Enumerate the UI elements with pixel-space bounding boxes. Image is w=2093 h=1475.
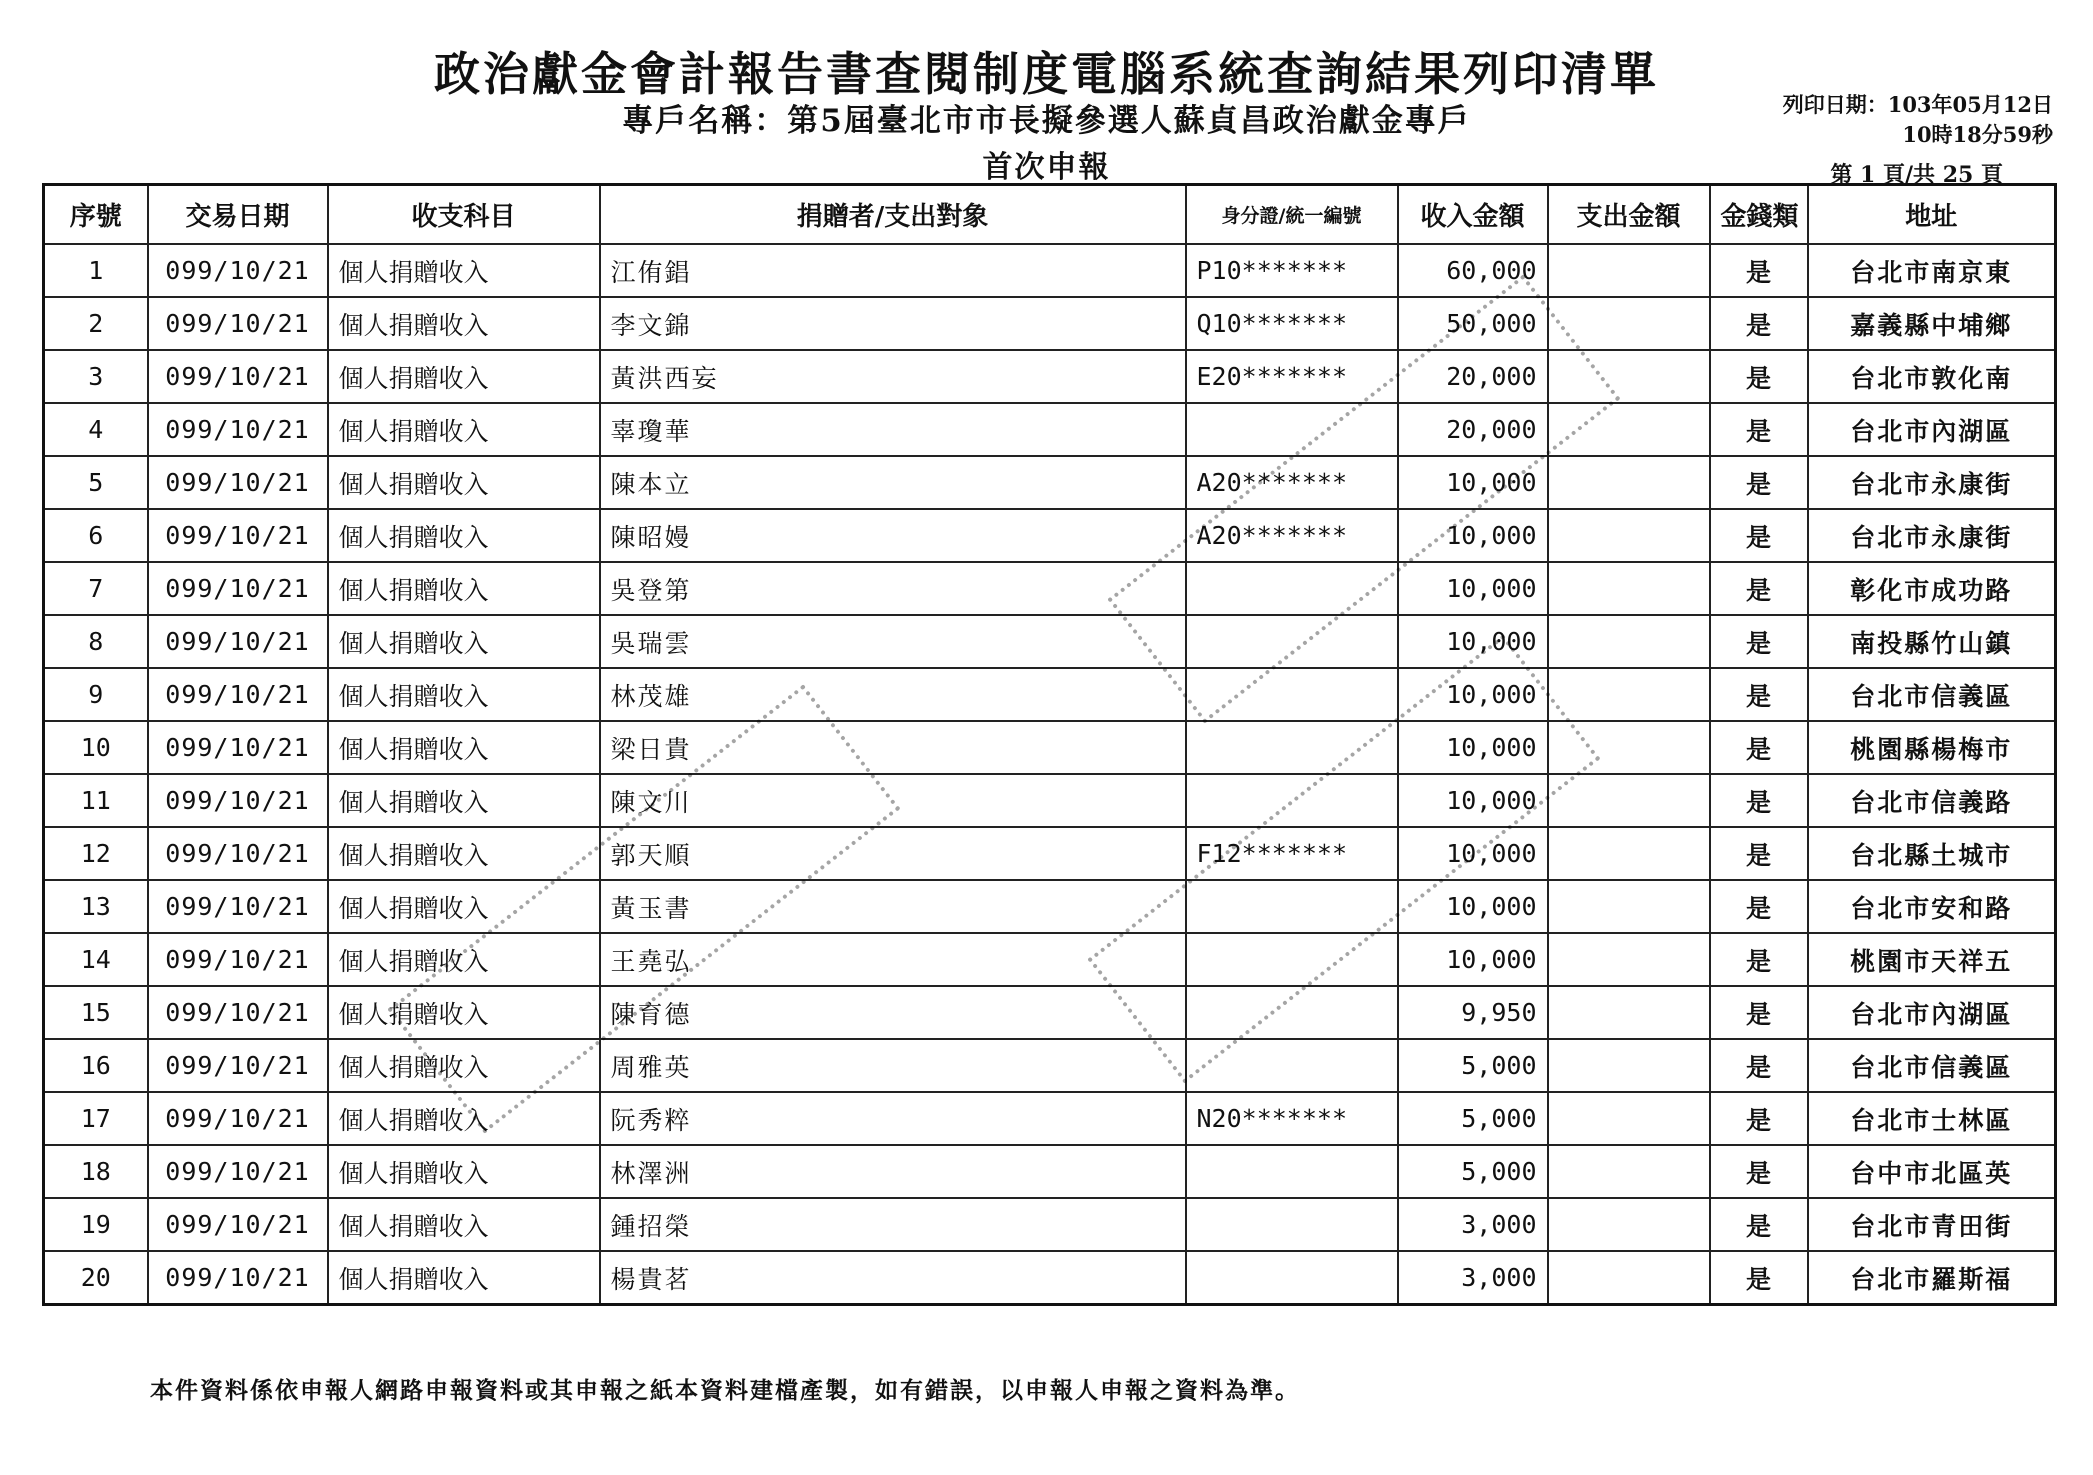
cell-address: 台北市青田街 [1808,1198,2056,1251]
cell-income: 5,000 [1398,1145,1548,1198]
cell-address: 台北市信義區 [1808,668,2056,721]
cell-id [1186,774,1398,827]
cell-address: 台北市內湖區 [1808,403,2056,456]
cell-id [1186,1039,1398,1092]
col-header-money-type: 金錢類 [1710,185,1808,245]
cell-party: 辜瓊華 [600,403,1186,456]
print-date-line1: 列印日期：103年05月12日 [1782,92,2053,117]
table-row [44,456,2056,509]
table-row [44,297,2056,350]
cell-party: 阮秀粹 [600,1092,1186,1145]
table-row [44,1145,2056,1198]
cell-money-type: 是 [1710,1092,1808,1145]
cell-expense [1548,509,1710,562]
cell-money-type: 是 [1710,615,1808,668]
cell-category: 個人捐贈收入 [328,615,600,668]
col-header-id: 身分證/統一編號 [1186,185,1398,245]
cell-id: N20******* [1186,1092,1398,1145]
cell-date: 099/10/21 [148,615,328,668]
cell-address: 彰化市成功路 [1808,562,2056,615]
table-row [44,721,2056,774]
table-row [44,933,2056,986]
cell-party: 梁日貴 [600,721,1186,774]
cell-money-type: 是 [1710,721,1808,774]
cell-address: 台北市信義區 [1808,1039,2056,1092]
cell-income: 10,000 [1398,721,1548,774]
cell-date: 099/10/21 [148,1039,328,1092]
cell-party: 王堯弘 [600,933,1186,986]
cell-expense [1548,986,1710,1039]
cell-income: 20,000 [1398,350,1548,403]
cell-expense [1548,1198,1710,1251]
cell-money-type: 是 [1710,1198,1808,1251]
cell-seq: 3 [44,350,148,403]
account-name: 專戶名稱：第5屆臺北市市長擬參選人蘇貞昌政治獻金專戶 [622,103,1471,139]
cell-id [1186,1198,1398,1251]
cell-party: 林茂雄 [600,668,1186,721]
cell-date: 099/10/21 [148,509,328,562]
cell-income: 10,000 [1398,668,1548,721]
cell-seq: 11 [44,774,148,827]
cell-id: A20******* [1186,509,1398,562]
cell-money-type: 是 [1710,562,1808,615]
cell-party: 周雅英 [600,1039,1186,1092]
cell-address: 台北市羅斯福 [1808,1251,2056,1305]
cell-income: 3,000 [1398,1198,1548,1251]
cell-id: P10******* [1186,244,1398,297]
cell-address: 台北市安和路 [1808,880,2056,933]
cell-date: 099/10/21 [148,562,328,615]
cell-address: 台北市永康街 [1808,509,2056,562]
cell-party: 鍾招榮 [600,1198,1186,1251]
table-row [44,1039,2056,1092]
cell-income: 5,000 [1398,1039,1548,1092]
table-row [44,986,2056,1039]
cell-date: 099/10/21 [148,880,328,933]
table-header-row [44,185,2056,245]
cell-address: 台中市北區英 [1808,1145,2056,1198]
ledger-table [42,183,2057,1306]
cell-category: 個人捐贈收入 [328,1092,600,1145]
cell-id [1186,1251,1398,1305]
cell-party: 陳本立 [600,456,1186,509]
cell-money-type: 是 [1710,350,1808,403]
table-row [44,403,2056,456]
cell-party: 吳登第 [600,562,1186,615]
cell-seq: 9 [44,668,148,721]
footer-note: 本件資料係依申報人網路申報資料或其申報之紙本資料建檔產製，如有錯誤，以申報人申報之資料為準。 [150,1377,1300,1404]
cell-expense [1548,456,1710,509]
cell-seq: 7 [44,562,148,615]
print-date-line2: 10時18分59秒 [1902,122,2053,147]
cell-seq: 14 [44,933,148,986]
cell-seq: 15 [44,986,148,1039]
cell-money-type: 是 [1710,986,1808,1039]
cell-category: 個人捐贈收入 [328,509,600,562]
cell-party: 林澤洲 [600,1145,1186,1198]
col-header-seq: 序號 [44,185,148,245]
cell-party: 江侑錩 [600,244,1186,297]
cell-date: 099/10/21 [148,1092,328,1145]
cell-expense [1548,297,1710,350]
cell-income: 20,000 [1398,403,1548,456]
cell-income: 10,000 [1398,774,1548,827]
cell-expense [1548,827,1710,880]
cell-money-type: 是 [1710,827,1808,880]
col-header-expense: 支出金額 [1548,185,1710,245]
cell-id [1186,986,1398,1039]
cell-category: 個人捐贈收入 [328,1251,600,1305]
cell-party: 吳瑞雲 [600,615,1186,668]
cell-money-type: 是 [1710,403,1808,456]
cell-party: 陳文川 [600,774,1186,827]
table-row [44,1092,2056,1145]
cell-date: 099/10/21 [148,774,328,827]
cell-category: 個人捐贈收入 [328,774,600,827]
cell-address: 桃園縣楊梅市 [1808,721,2056,774]
cell-id [1186,668,1398,721]
cell-income: 3,000 [1398,1251,1548,1305]
cell-category: 個人捐贈收入 [328,1198,600,1251]
cell-income: 60,000 [1398,244,1548,297]
cell-address: 台北市信義路 [1808,774,2056,827]
cell-money-type: 是 [1710,1145,1808,1198]
cell-income: 10,000 [1398,562,1548,615]
cell-expense [1548,615,1710,668]
cell-address: 台北市永康街 [1808,456,2056,509]
cell-income: 10,000 [1398,880,1548,933]
cell-category: 個人捐贈收入 [328,827,600,880]
cell-category: 個人捐贈收入 [328,244,600,297]
cell-category: 個人捐贈收入 [328,456,600,509]
cell-expense [1548,244,1710,297]
table-row [44,509,2056,562]
cell-money-type: 是 [1710,1251,1808,1305]
cell-money-type: 是 [1710,933,1808,986]
cell-income: 50,000 [1398,297,1548,350]
cell-money-type: 是 [1710,456,1808,509]
cell-id [1186,562,1398,615]
cell-income: 10,000 [1398,456,1548,509]
page-info: 第 1 頁/共 25 頁 [1830,162,2003,188]
cell-category: 個人捐贈收入 [328,562,600,615]
cell-category: 個人捐贈收入 [328,721,600,774]
cell-date: 099/10/21 [148,827,328,880]
col-header-party: 捐贈者/支出對象 [600,185,1186,245]
report-type: 首次申報 [982,150,1111,185]
cell-income: 10,000 [1398,509,1548,562]
cell-income: 10,000 [1398,827,1548,880]
cell-expense [1548,880,1710,933]
cell-expense [1548,1039,1710,1092]
cell-seq: 8 [44,615,148,668]
col-header-date: 交易日期 [148,185,328,245]
cell-expense [1548,774,1710,827]
cell-seq: 16 [44,1039,148,1092]
table-row [44,350,2056,403]
col-header-address: 地址 [1808,185,2056,245]
cell-category: 個人捐贈收入 [328,933,600,986]
cell-category: 個人捐贈收入 [328,986,600,1039]
table-body [44,244,2056,1305]
print-date [1633,90,2053,150]
cell-seq: 6 [44,509,148,562]
cell-category: 個人捐贈收入 [328,880,600,933]
cell-date: 099/10/21 [148,1251,328,1305]
cell-expense [1548,1251,1710,1305]
cell-income: 5,000 [1398,1092,1548,1145]
cell-date: 099/10/21 [148,350,328,403]
cell-address: 台北市南京東 [1808,244,2056,297]
table-row [44,668,2056,721]
cell-seq: 19 [44,1198,148,1251]
cell-address: 嘉義縣中埔鄉 [1808,297,2056,350]
cell-money-type: 是 [1710,668,1808,721]
table-row [44,1198,2056,1251]
cell-money-type: 是 [1710,509,1808,562]
cell-id: F12******* [1186,827,1398,880]
cell-expense [1548,403,1710,456]
cell-id: E20******* [1186,350,1398,403]
cell-money-type: 是 [1710,244,1808,297]
cell-id [1186,615,1398,668]
cell-address: 南投縣竹山鎮 [1808,615,2056,668]
cell-id: Q10******* [1186,297,1398,350]
cell-money-type: 是 [1710,880,1808,933]
cell-category: 個人捐贈收入 [328,297,600,350]
cell-income: 10,000 [1398,933,1548,986]
cell-date: 099/10/21 [148,933,328,986]
cell-date: 099/10/21 [148,721,328,774]
table-row [44,880,2056,933]
cell-address: 台北市內湖區 [1808,986,2056,1039]
cell-date: 099/10/21 [148,456,328,509]
cell-seq: 10 [44,721,148,774]
cell-income: 9,950 [1398,986,1548,1039]
cell-id [1186,403,1398,456]
cell-seq: 12 [44,827,148,880]
col-header-category: 收支科目 [328,185,600,245]
cell-address: 台北縣土城市 [1808,827,2056,880]
cell-seq: 1 [44,244,148,297]
cell-id [1186,880,1398,933]
cell-date: 099/10/21 [148,297,328,350]
cell-money-type: 是 [1710,774,1808,827]
table-row [44,827,2056,880]
cell-id [1186,1145,1398,1198]
table-row [44,562,2056,615]
cell-category: 個人捐贈收入 [328,668,600,721]
cell-category: 個人捐贈收入 [328,403,600,456]
cell-id [1186,721,1398,774]
cell-category: 個人捐贈收入 [328,350,600,403]
cell-party: 郭天順 [600,827,1186,880]
cell-seq: 5 [44,456,148,509]
cell-address: 台北市士林區 [1808,1092,2056,1145]
cell-category: 個人捐贈收入 [328,1145,600,1198]
cell-expense [1548,668,1710,721]
table-row [44,244,2056,297]
report-title: 政治獻金會計報告書查閱制度電腦系統查詢結果列印清單 [434,47,1659,101]
cell-date: 099/10/21 [148,986,328,1039]
cell-address: 桃園市天祥五 [1808,933,2056,986]
cell-expense [1548,933,1710,986]
cell-money-type: 是 [1710,297,1808,350]
cell-expense [1548,562,1710,615]
cell-seq: 20 [44,1251,148,1305]
table-row [44,615,2056,668]
cell-seq: 18 [44,1145,148,1198]
cell-category: 個人捐贈收入 [328,1039,600,1092]
cell-income: 10,000 [1398,615,1548,668]
cell-seq: 2 [44,297,148,350]
cell-expense [1548,1145,1710,1198]
cell-id [1186,933,1398,986]
cell-seq: 4 [44,403,148,456]
cell-id: A20******* [1186,456,1398,509]
cell-party: 陳育德 [600,986,1186,1039]
cell-party: 黃洪西妄 [600,350,1186,403]
table-row [44,1251,2056,1305]
cell-money-type: 是 [1710,1039,1808,1092]
cell-party: 李文錦 [600,297,1186,350]
cell-party: 楊貴茗 [600,1251,1186,1305]
cell-seq: 17 [44,1092,148,1145]
table-row [44,774,2056,827]
cell-expense [1548,1092,1710,1145]
cell-date: 099/10/21 [148,403,328,456]
cell-date: 099/10/21 [148,1198,328,1251]
cell-address: 台北市敦化南 [1808,350,2056,403]
cell-expense [1548,350,1710,403]
cell-date: 099/10/21 [148,668,328,721]
cell-seq: 13 [44,880,148,933]
cell-date: 099/10/21 [148,1145,328,1198]
cell-date: 099/10/21 [148,244,328,297]
cell-expense [1548,721,1710,774]
col-header-income: 收入金額 [1398,185,1548,245]
cell-party: 黃玉書 [600,880,1186,933]
cell-party: 陳昭嫚 [600,509,1186,562]
